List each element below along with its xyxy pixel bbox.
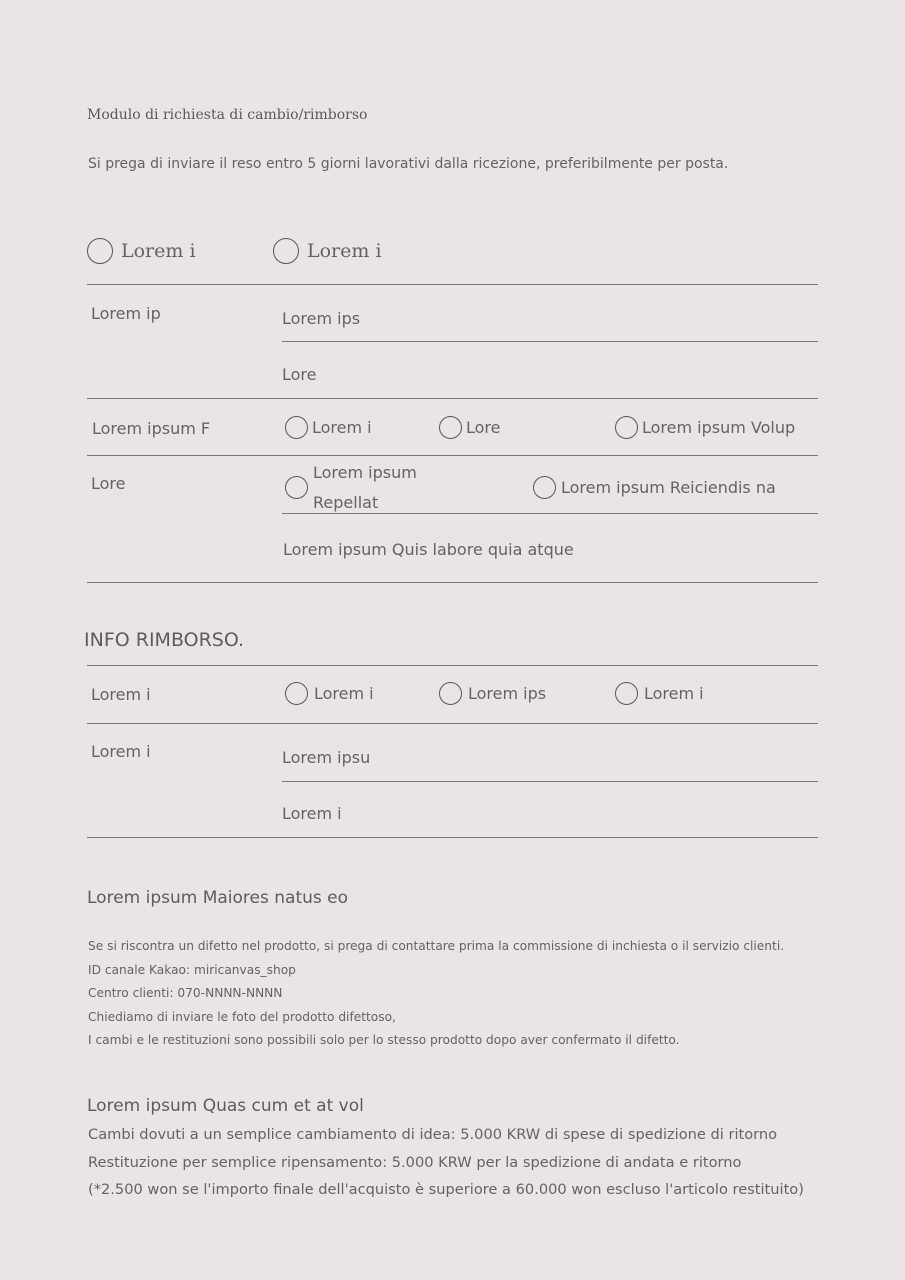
top-option-1-label: Lorem i (121, 240, 196, 262)
refund-option-1[interactable] (285, 682, 374, 705)
top-option-2[interactable] (273, 238, 382, 264)
radio-circle-icon[interactable] (273, 238, 299, 264)
radio-circle-icon[interactable] (439, 682, 462, 705)
row-label-2: Lorem ipsum F (92, 419, 211, 438)
row2-option-2-label: Lore (466, 418, 501, 437)
shipping-notice-text (88, 1121, 804, 1204)
row-label-1: Lorem ip (91, 304, 161, 323)
radio-circle-icon[interactable] (285, 416, 308, 439)
row2-option-1[interactable] (285, 416, 372, 439)
row3-option-1-label-line2: Repellat (313, 493, 379, 512)
refund-option-3-label: Lorem i (644, 684, 704, 703)
refund-field-1[interactable]: Lorem ipsu (282, 748, 371, 767)
defect-line-4: Chiediamo di inviare le foto del prodotto difettoso, (88, 1009, 396, 1024)
divider (87, 398, 818, 399)
divider (87, 455, 818, 456)
refund-field-2[interactable]: Lorem i (282, 804, 342, 823)
row2-option-3-label: Lorem ipsum Volup (642, 418, 796, 437)
divider (87, 284, 818, 285)
shipping-line-2: Restituzione per semplice ripensamento: 5.000 KRW per la spedizione di andata e ritorno (88, 1153, 742, 1171)
field-underline (282, 341, 818, 342)
divider (87, 582, 818, 583)
field-underline (282, 513, 818, 514)
form-title: Modulo di richiesta di cambio/rimborso (87, 107, 368, 123)
top-option-2-label: Lorem i (307, 240, 382, 262)
radio-circle-icon[interactable] (439, 416, 462, 439)
field-3[interactable]: Lorem ipsum Quis labore quia atque (283, 540, 574, 559)
refund-option-1-label: Lorem i (314, 684, 374, 703)
field-underline (282, 781, 818, 782)
defect-line-3: Centro clienti: 070-NNNN-NNNN (88, 986, 283, 1001)
field-1[interactable]: Lorem ips (282, 309, 361, 328)
divider (87, 837, 818, 838)
shipping-heading: Lorem ipsum Quas cum et at vol (87, 1096, 364, 1116)
row3-option-2-label: Lorem ipsum Reiciendis na (561, 478, 776, 497)
refund-row-label-2: Lorem i (91, 742, 151, 761)
divider (87, 665, 818, 666)
radio-circle-icon[interactable] (285, 682, 308, 705)
row3-option-1[interactable] (285, 476, 313, 499)
refund-option-2[interactable] (439, 682, 546, 705)
row-label-3: Lore (91, 474, 126, 493)
row3-option-1-label-line1: Lorem ipsum (313, 463, 417, 482)
refund-heading: INFO RIMBORSO. (84, 629, 245, 651)
radio-circle-icon[interactable] (533, 476, 556, 499)
form-subtitle: Si prega di inviare il reso entro 5 giorni lavorativi dalla ricezione, preferibilmente per posta. (88, 156, 729, 172)
defect-notice-text (88, 935, 784, 1053)
refund-row-label-1: Lorem i (91, 685, 151, 704)
row2-option-2[interactable] (439, 416, 501, 439)
radio-circle-icon[interactable] (615, 682, 638, 705)
refund-option-2-label: Lorem ips (468, 684, 547, 703)
radio-circle-icon[interactable] (615, 416, 638, 439)
row2-option-3[interactable] (615, 416, 795, 439)
row3-option-2[interactable] (533, 476, 776, 499)
divider (87, 723, 818, 724)
refund-option-3[interactable] (615, 682, 704, 705)
radio-circle-icon[interactable] (87, 238, 113, 264)
defect-line-5: I cambi e le restituzioni sono possibili solo per lo stesso prodotto dopo aver confermato il difetto. (88, 1033, 680, 1048)
top-option-1[interactable] (87, 238, 196, 264)
defect-heading: Lorem ipsum Maiores natus eo (87, 888, 349, 908)
defect-line-1: Se si riscontra un difetto nel prodotto, si prega di contattare prima la commissione di inchiesta o il servizio clienti. (88, 939, 785, 953)
radio-circle-icon[interactable] (285, 476, 308, 499)
defect-line-2: ID canale Kakao: miricanvas_shop (88, 962, 296, 977)
shipping-line-3: (*2.500 won se l'importo finale dell'acquisto è superiore a 60.000 won escluso l'articolo restituito) (88, 1181, 804, 1198)
field-2[interactable]: Lore (282, 365, 317, 384)
row2-option-1-label: Lorem i (312, 418, 372, 437)
shipping-line-1: Cambi dovuti a un semplice cambiamento di idea: 5.000 KRW di spese di spedizione di ritorno (88, 1126, 778, 1143)
